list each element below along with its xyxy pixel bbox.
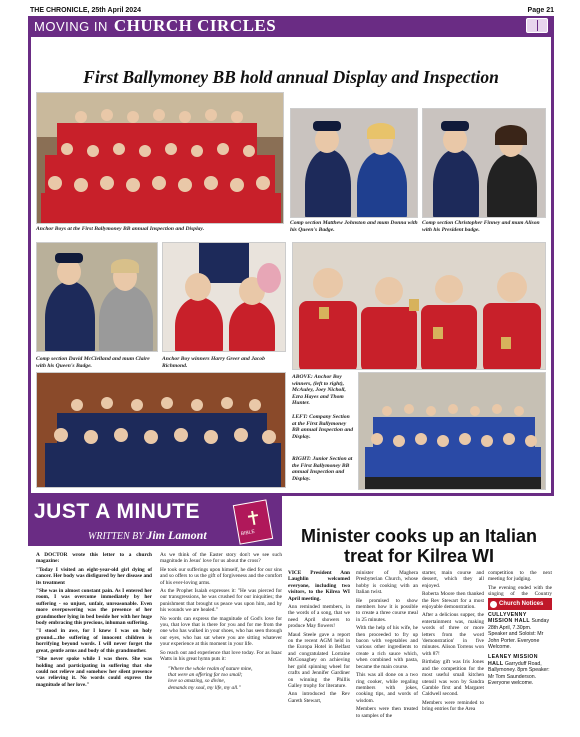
masthead-page-number: Page 21 [527,6,554,14]
story-paragraph: Members were then treated to samples of the [356,706,418,719]
minute-column-2 [160,552,282,691]
notice-item [488,612,552,650]
caption-christopher-finney: Comp section Christopher Finney and mum Alison with his President badge. [422,220,540,233]
junior-section-illustration [359,373,546,490]
story-paragraph: minister of Maghera Presbyterian Church, whose hobby is cooking with an Italian twist. [356,570,418,596]
anchor-boys-illustration [37,93,284,224]
notice-item [488,654,552,686]
photo-company-section [36,372,286,488]
feature-headline: First Ballymoney BB hold annual Display and Inspection [83,67,499,87]
story-paragraph: Ann introduced the Rev Gareth Stewart, [288,691,350,704]
bible-book-icon [233,499,273,544]
story-paragraph: The evening ended with the singing of the Country [488,584,552,598]
masthead [30,4,554,16]
minute-paragraph: As the Prophet Isaiah expresses it: "He was pierced for our transgressions, he was crushed for our iniquities; the punishment that brought us peace was upon him, and by his wounds we are healed." [160,588,282,614]
caption-anchor-boys: Anchor Boys at the First Ballymoney BB annual Inspection and Display. [36,226,205,232]
church-notices-list [488,612,552,690]
minute-paragraph: No words can express the magnitude of God's love for you, that love that is there for you and for me from the one who has walked in your shoes, who has seen through our eyes, who has sat where you are sitting whatever your experience at this moment in your life. [160,615,282,648]
company-section-illustration [37,373,286,488]
byline-author: Jim Lamont [146,528,207,542]
open-bible-icon [526,18,548,33]
story-paragraph: Ann reminded members, in the words of a song, that we need April showers to produce May flowers! [288,604,350,630]
story-paragraph: competition to the next meeting for judging. [488,570,552,583]
hymn-verse: "Where the whole realm of nature mine, that were an offering far too small; love so amazing, so divine, demands my soul, my life, my all." [168,665,253,691]
story-paragraph: starter, main course and dessert, which they all enjoyed. [422,570,484,589]
story-headline: Minister cooks up an Italian treat for Kilrea WI [300,526,538,566]
story-paragraph: Roberta Moore then thanked the Rev Stewart for a most enjoyable demonstration. [422,591,484,611]
just-a-minute-byline [88,528,207,543]
story-paragraph: Maud Steele gave a report on the recent AGM held in the Europa Hotel in Belfast and congratulated Lorraine McGonaghey on achieving her gold spinning wheel for crafts and Jennifer Gardiner on winning the Phillis Galley trophy for literature. [288,631,350,689]
banner-big-text: CHURCH CIRCLES [113,16,277,35]
section-banner [28,16,554,36]
story-paragraph: With the help of his wife, he then proceeded to fry up bacon with vegetables and various other ingredients to create a rich sauce which, when combined with pasta, became the main course. [356,625,418,670]
minute-paragraph: As we think of the Easter story don't we see such magnitude in Jesus' love for us about the cross? [160,552,282,565]
minute-paragraph: So reach out and experience that love today. For as Isaac Watts in his great hymn puts it: [160,649,282,663]
story-paragraph: He promised to show members how it is possible to create a three course meal in 25 minutes. [356,597,418,623]
banner-small-text: MOVING IN [34,18,108,34]
minute-paragraph: "She never spoke while I was there. She was holding and participating in suffering that she could not relieve and somehow her silent presence was relieving it. No words could express the magnitude of her love." [36,656,152,688]
photo-christopher-finney [422,108,546,218]
story-paragraph: Birthday gift was Iris Jones and the competition for the most useful small kitchen utensil was won by Sandra Gamble first and Margaret Caldwell second. [422,659,484,698]
minute-paragraph: "I stood in awe, for I knew I was on holy ground....the suffering of innocent children is horrifying beyond words. I will never forget the great, gentle arms and body of this grandmother. [36,628,152,654]
caption-left-company-section: LEFT: Company Section at the First Ballymoney BB annual Inspection and Display. [292,414,354,440]
masthead-paper-date: THE CHRONICLE, 25th April 2024 [30,6,141,14]
photo-david-mcclelland [36,242,158,352]
church-notices-header [488,598,552,610]
photo-anchor-boys-group [36,92,284,224]
minute-paragraph: "Today I visited an eight-year-old girl dying of cancer. Her body was disfigured by her disease and its treatment [36,566,152,586]
photo-junior-section [358,372,546,490]
photo-anchor-boy-winners [162,242,286,352]
caption-anchor-boy-winners: Anchor Boy winners Harry Greer and Jacob Richmond. [162,356,265,369]
story-column-1 [288,570,350,706]
minute-column-1 [36,552,152,690]
notice-title: LEANEY MISSION HALL [488,654,538,667]
photo-anchor-boy-trophy-winners [292,242,546,370]
byline-prefix: WRITTEN BY [88,531,144,542]
notice-body: Sunday 28th April, 7.30pm. Speaker and Soloist: Mr John Porter. Everyone Welcome. [488,618,550,651]
story-column-2 [356,570,418,721]
notice-title: CULLYVENNY MISSION HALL [488,612,530,625]
caption-right-junior-section: RIGHT: Junior Section at the First Ballymoney BB annual Inspection and Display. [292,456,353,482]
story-paragraph: This was all done on a two ring cooker, while regaling members with jokes, cooking tips, and words of wisdom. [356,672,418,704]
story-paragraph: VICE President Ann Laughlin welcomed everyone, including two visitors, to the Kilrea WI April meeting. [288,570,350,602]
photo-matthew-johnston [290,108,418,218]
minute-paragraph: A DOCTOR wrote this letter to a church magazine: [36,552,152,565]
cross-icon [251,511,255,525]
trophy-winners-illustration [293,243,546,370]
story-column-3 [422,570,484,715]
just-a-minute-title: JUST A MINUTE [34,500,200,523]
bell-icon [490,601,497,608]
notice-body: Garryduff Road, Ballymoney. 8pm Speaker: Mr Tom Saunderson. Everyone welcome. [488,660,550,687]
story-paragraph: After a delicious supper, the entertainment was, making words of three or more letters from the word 'demonstration' in five minutes. Alison Torrens won with 87! [422,612,484,657]
church-notices-title: Church Notices [499,601,544,607]
just-a-minute-banner [28,496,282,546]
caption-david-mcclelland: Comp section David McClelland and mum Claire with his Queen's Badge. [36,356,150,369]
minute-paragraph: He took our sufferings upon himself, he died for our sins and so offers to us the gift of forgiveness and the comfort of his ever-loving arms. [160,566,282,586]
caption-above-trophy-winners: ABOVE: Anchor Boy winners, (left to right), McAuley, Joey Nicholl, Ezra Hayes and Thom Hunter. [292,374,346,406]
bible-book-label: BIBLE [240,528,256,538]
caption-matthew-johnston: Comp section Matthew Johnston and mum Donna with his Queen's Badge. [290,220,418,233]
story-paragraph: Members were reminded to bring entries for the Area [422,699,484,713]
minute-paragraph: "She was in almost constant pain. As I entered her room, I was overcome immediately by her suffering - so unjust, unfair, unreasonable. Even more overpowering was the presence of her grandmother lying in bed beside her with her huge body embracing this precious, inhuman suffering. [36,588,152,627]
